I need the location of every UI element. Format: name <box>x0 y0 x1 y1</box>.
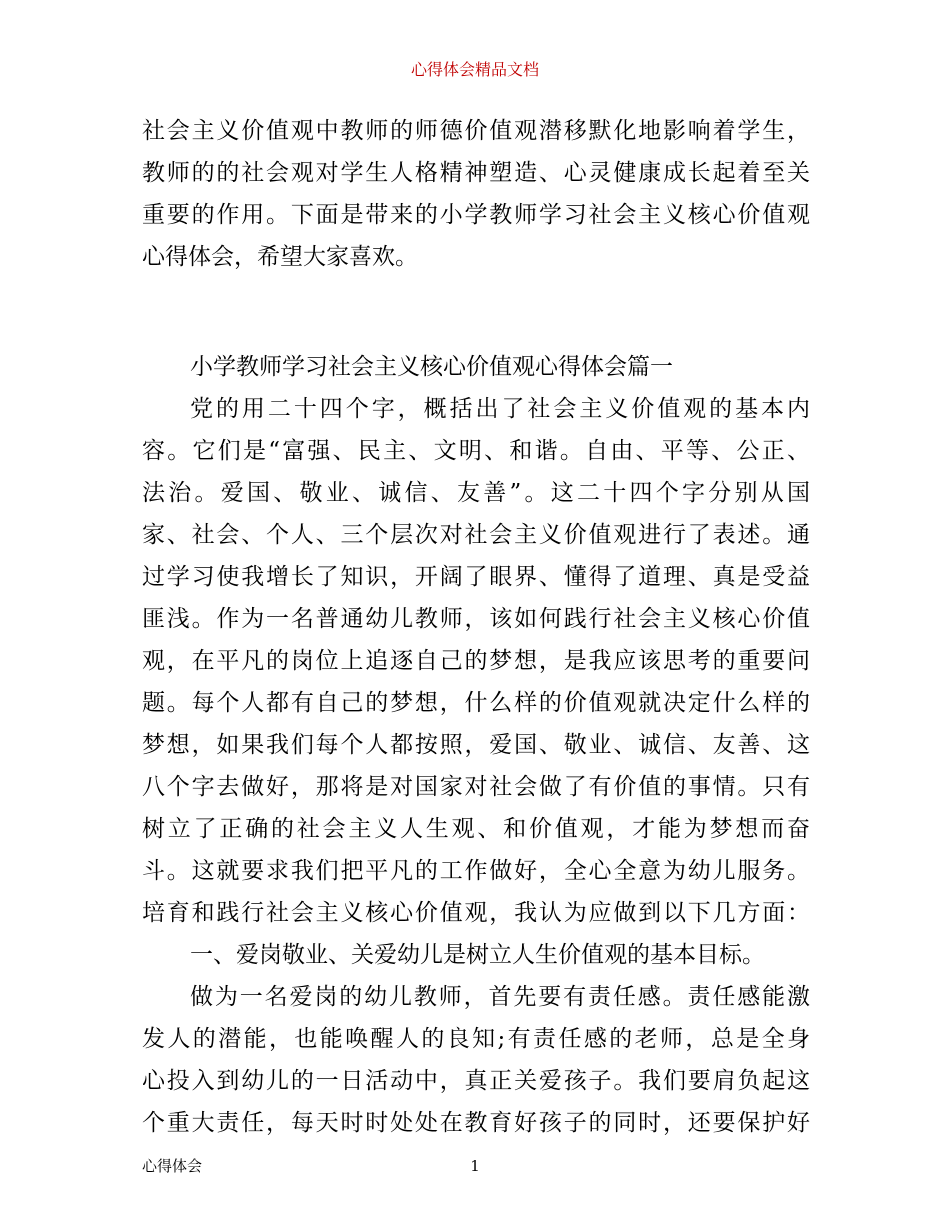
body-line: 斗。这就要求我们把平凡的工作做好，全心全意为幼儿服务。 <box>142 858 810 884</box>
page-header-title: 心得体会精品文档 <box>410 60 539 79</box>
body-line: 树立了正确的社会主义人生观、和价值观，才能为梦想而奋 <box>142 816 810 842</box>
body-line: 匪浅。作为一名普通幼儿教师，该如何践行社会主义核心价值 <box>142 606 810 632</box>
intro-line: 心得体会，希望大家喜欢。 <box>142 244 418 270</box>
body-line: 一、爱岗敬业、关爱幼儿是树立人生价值观的基本目标。 <box>190 942 765 968</box>
body-line: 法治。爱国、敬业、诚信、友善”。这二十四个字分别从国 <box>142 480 810 506</box>
body-line: 八个字去做好，那将是对国家对社会做了有价值的事情。只有 <box>142 774 810 800</box>
body-line: 题。每个人都有自己的梦想，什么样的价值观就决定什么样的 <box>142 690 810 716</box>
body-line: 发人的潜能，也能唤醒人的良知;有责任感的老师，总是全身 <box>142 1026 810 1052</box>
body-line: 观，在平凡的岗位上追逐自己的梦想，是我应该思考的重要问 <box>142 648 810 674</box>
section-title: 小学教师学习社会主义核心价值观心得体会篇一 <box>190 354 673 380</box>
paragraph-gap <box>142 278 810 346</box>
page-number: 1 <box>470 1157 480 1175</box>
body-line: 个重大责任，每天时时处处在教育好孩子的同时，还要保护好 <box>142 1110 810 1136</box>
intro-line: 教师的的社会观对学生人格精神塑造、心灵健康成长起着至关 <box>142 160 810 186</box>
intro-line: 社会主义价值观中教师的师德价值观潜移默化地影响着学生， <box>142 118 810 144</box>
body-line: 培育和践行社会主义核心价值观，我认为应做到以下几方面： <box>142 900 810 926</box>
body-line: 做为一名爱岗的幼儿教师，首先要有责任感。责任感能激 <box>190 984 810 1010</box>
body-line: 家、社会、个人、三个层次对社会主义价值观进行了表述。通 <box>142 522 810 548</box>
body-line: 梦想，如果我们每个人都按照，爱国、敬业、诚信、友善、这 <box>142 732 810 758</box>
intro-line: 重要的作用。下面是带来的小学教师学习社会主义核心价值观 <box>142 202 810 228</box>
footer-label: 心得体会 <box>142 1157 203 1175</box>
document-body <box>142 110 810 1144</box>
body-line: 心投入到幼儿的一日活动中，真正关爱孩子。我们要肩负起这 <box>142 1068 810 1094</box>
body-line: 过学习使我增长了知识，开阔了眼界、懂得了道理、真是受益 <box>142 564 810 590</box>
body-line: 党的用二十四个字，概括出了社会主义价值观的基本内 <box>190 396 810 422</box>
body-line: 容。它们是“富强、民主、文明、和谐。自由、平等、公正、 <box>142 438 810 464</box>
